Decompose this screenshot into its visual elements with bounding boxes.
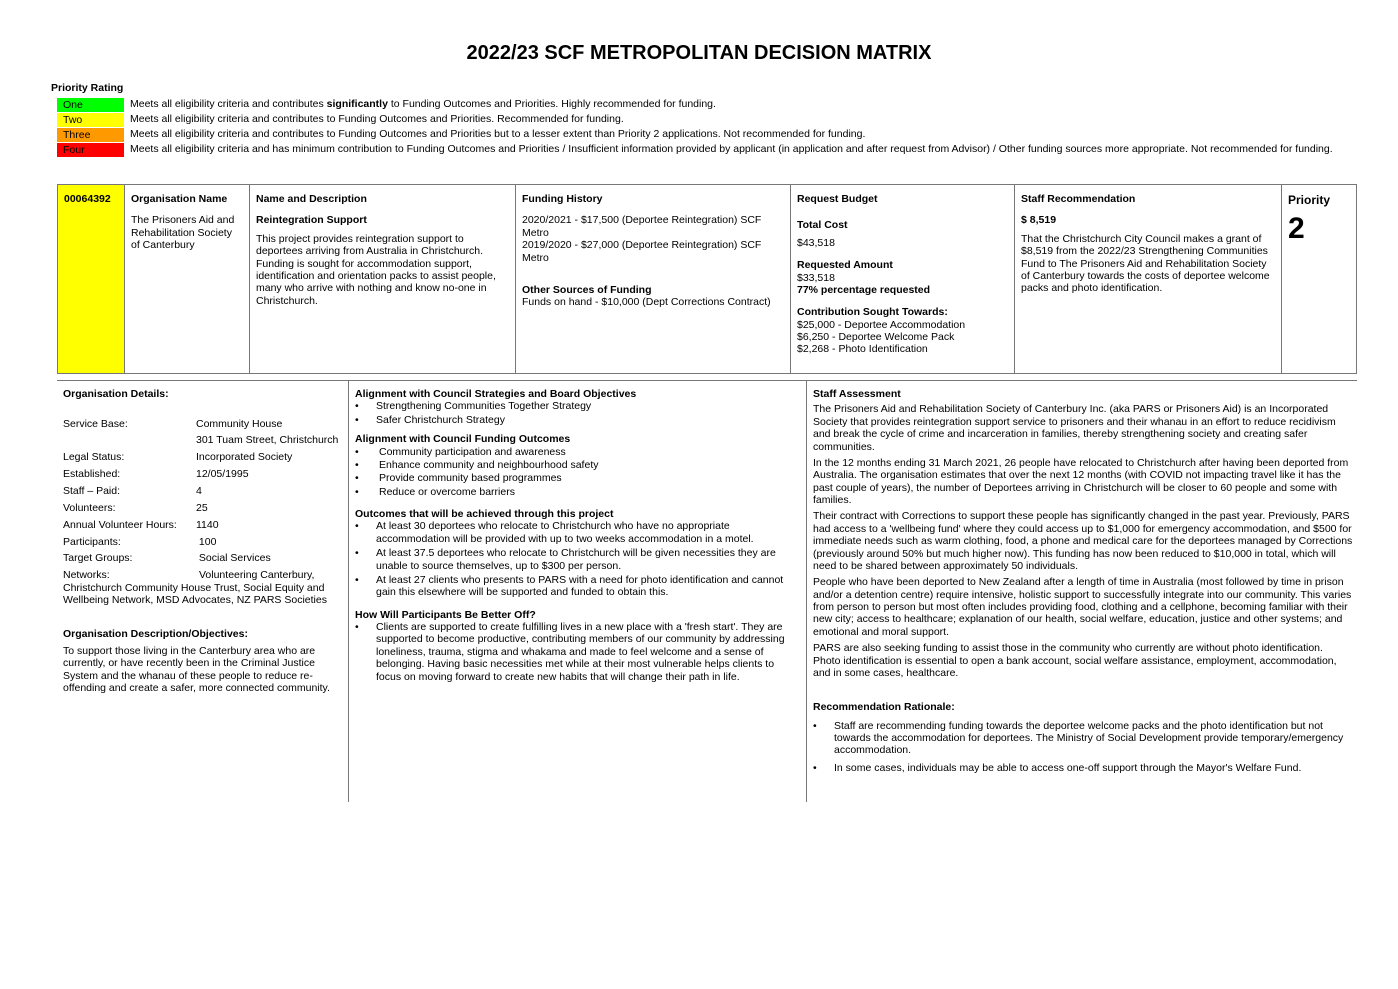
priority-header: Priority <box>1288 193 1331 207</box>
strategies-list <box>355 400 800 426</box>
assessment-paragraph: The Prisoners Aid and Rehabilitation Society of Canterbury Inc. (aka PARS or Prisoners Aid) is an Incorporated Society that provides reintegration support service to prisoners and their whanau in an effort to reduce recidivism and break the cycle of crime and incarceration in families, thereby strengthening society and creating safer communities. <box>813 403 1336 453</box>
project-outcomes-list <box>355 520 800 598</box>
list-item: • Staff are recommending funding towards the deportee welcome packs and the photo identification but not towards the accommodation for deportees. The Ministry of Social Development provide temporary/emergency accommodation. <box>813 720 1353 757</box>
priority-level-four <box>57 142 1333 157</box>
priority-desc-one <box>124 98 716 110</box>
total-cost-label: Total Cost <box>797 219 848 232</box>
organisation-name-cell <box>125 185 250 373</box>
column-divider-right <box>806 381 807 802</box>
project-description-cell <box>250 185 516 373</box>
contribution-item: $6,250 - Deportee Welcome Pack <box>797 331 955 343</box>
detail-row <box>63 485 345 497</box>
priority-level-two <box>57 112 1333 127</box>
priority-desc-two: Meets all eligibility criteria and contributes to Funding Outcomes and Priorities. Recommended for funding. <box>130 113 624 126</box>
detail-value: Incorporated Society <box>196 451 293 464</box>
detail-value: 1140 <box>196 518 219 531</box>
priority-swatch-three: Three <box>57 128 124 142</box>
outcomes-heading: Alignment with Council Funding Outcomes <box>355 433 571 446</box>
project-outcomes-heading: Outcomes that will be achieved through this project <box>355 508 614 520</box>
detail-label: Annual Volunteer Hours: <box>63 518 177 531</box>
detail-label: Volunteers: <box>63 501 116 514</box>
priority-desc-four: Meets all eligibility criteria and has minimum contribution to Funding Outcomes and Priorities / Insufficient information provided by applicant (in application and after request from Advisor) / Other funding sources more appropriate. Not recommended for funding. <box>130 143 1333 156</box>
section-divider <box>57 380 1357 381</box>
funding-history-item: 2020/2021 - $17,500 (Deportee Reintegration) SCF Metro <box>522 214 762 239</box>
list-item: • At least 37.5 deportees who relocate to Christchurch will be given necessities they are unable to source themselves, up to $300 per person. <box>355 547 800 572</box>
networks <box>63 569 345 606</box>
organisation-details-heading: Organisation Details: <box>63 388 169 400</box>
percentage-requested: 77% percentage requested <box>797 283 931 296</box>
list-item: • Clients are supported to create fulfilling lives in a new place with a 'fresh start'. They are supported to become productive, contributing members of our community by addressing loneliness, trauma, stigma and whakama and made to feel welcome and a sense of belonging. Having basic necessities met while at their most vulnerable helps clients to focus on moving forward to create new habits that will change their path in life. <box>355 621 800 683</box>
detail-label: Legal Status: <box>63 451 125 464</box>
priority-desc-one-strong: significantly <box>326 98 388 111</box>
detail-value: Social Services <box>196 552 271 565</box>
total-cost-value: $43,518 <box>797 236 835 249</box>
priority-swatch-one: One <box>57 98 124 112</box>
funding-history-header: Funding History <box>522 193 603 205</box>
list-item: • Provide community based programmes <box>355 472 800 484</box>
detail-label: Target Groups: <box>63 552 133 565</box>
contribution-item: $2,268 - Photo Identification <box>797 343 928 356</box>
list-item: • Safer Christchurch Strategy <box>355 414 800 426</box>
better-off-heading: How Will Participants Be Better Off? <box>355 608 536 621</box>
request-budget-header: Request Budget <box>797 193 878 205</box>
detail-row-service-base <box>63 418 345 446</box>
project-description: This project provides reintegration support to deportees arriving from Australia in Christchurch. Funding is sought for accommodation support, identification and orientation packs to assist people, many who arrive with nothing and know no-one in Christchurch. <box>256 232 496 307</box>
list-item: • Enhance community and neighbourhood safety <box>355 459 800 471</box>
contribution-label: Contribution Sought Towards: <box>797 306 948 319</box>
better-off-list <box>355 621 800 683</box>
list-item: • Community participation and awareness <box>355 446 800 458</box>
staff-assessment-section <box>813 388 1353 775</box>
requested-amount-label: Requested Amount <box>797 259 893 272</box>
rationale-list <box>813 720 1353 775</box>
assessment-paragraph: PARS are also seeking funding to assist those in the community who currently are without photo identification. Photo identification is essential to open a bank account, social welfare assistance, employment, accommodation, and in some cases, healthcare. <box>813 642 1337 679</box>
application-id: 00064392 <box>58 185 125 373</box>
project-name: Reintegration Support <box>256 214 367 227</box>
alignment-section <box>355 388 800 684</box>
funding-history-cell <box>516 185 791 373</box>
organisation-name-header: Organisation Name <box>131 193 228 205</box>
detail-label: Established: <box>63 468 121 480</box>
strategies-heading: Alignment with Council Strategies and Board Objectives <box>355 388 637 400</box>
detail-value: 301 Tuam Street, Christchurch <box>196 433 339 446</box>
networks-label: Networks: <box>63 569 110 582</box>
list-item: • Reduce or overcome barriers <box>355 486 800 498</box>
detail-row <box>63 468 345 480</box>
detail-label: Staff – Paid: <box>63 484 121 497</box>
priority-desc-three: Meets all eligibility criteria and contributes to Funding Outcomes and Priorities but to a lesser extent than Priority 2 applications. Not recommended for funding. <box>130 128 866 141</box>
page-title: 2022/23 SCF METROPOLITAN DECISION MATRIX <box>466 42 932 64</box>
list-item: • Strengthening Communities Together Strategy <box>355 400 800 412</box>
priority-level-one <box>57 97 1333 112</box>
outcomes-list <box>355 446 800 499</box>
priority-desc-one-post: to Funding Outcomes and Priorities. Highly recommended for funding. <box>387 98 716 111</box>
detail-row <box>63 451 345 463</box>
detail-label: Service Base: <box>63 418 128 431</box>
detail-value: Community House <box>196 418 283 431</box>
contribution-item: $25,000 - Deportee Accommodation <box>797 318 966 331</box>
priority-rating-heading: Priority Rating <box>51 82 124 94</box>
objectives-text: To support those living in the Canterbury area who are currently, or have recently been in the Criminal Justice System and the whanau of these people to reduce re-offending and create a safer, more connected community. <box>63 644 330 694</box>
priority-desc-one-pre: Meets all eligibility criteria and contributes <box>130 98 327 111</box>
project-description-header: Name and Description <box>256 193 367 205</box>
list-item: • At least 30 deportees who relocate to Christchurch who have no appropriate accommodation will be provided with up to two weeks accommodation in a motel. <box>355 520 800 545</box>
networks-first: Volunteering Canterbury, <box>199 569 315 582</box>
column-divider-left <box>348 381 349 802</box>
priority-swatch-two: Two <box>57 113 124 127</box>
detail-row <box>63 502 345 514</box>
organisation-name: The Prisoners Aid and Rehabilitation Society of Canterbury <box>131 214 235 252</box>
detail-row <box>63 552 345 564</box>
list-item: • At least 27 clients who presents to PARS with a need for photo identification and cannot gain this elsewhere will be supported and funded to obtain this. <box>355 574 800 599</box>
requested-amount-value: $33,518 <box>797 271 835 284</box>
rationale-heading: Recommendation Rationale: <box>813 701 955 714</box>
priority-cell <box>1282 185 1356 373</box>
staff-recommendation-cell <box>1015 185 1282 373</box>
detail-value: 25 <box>196 501 208 514</box>
detail-value: 4 <box>196 484 202 497</box>
staff-recommendation-text: That the Christchurch City Council makes a grant of $8,519 from the 2022/23 Strengthening Communities Fund to The Prisoners Aid and Rehabilitation Society of Canterbury towards the costs of deportee welcome packs and photo identification. <box>1021 232 1270 295</box>
detail-row <box>63 519 345 531</box>
request-budget-cell <box>791 185 1015 373</box>
organisation-details-section <box>63 388 345 694</box>
other-sources: Funds on hand - $10,000 (Dept Corrections Contract) <box>522 296 771 309</box>
assessment-paragraph: In the 12 months ending 31 March 2021, 26 people have relocated to Christchurch after having been deported from Australia. The organisation estimates that over the next 12 months (with COVID not impacting travel like it has the past couple of years), the number of Deportees arriving in Christchurch will be closer to 60 people and some with families. <box>813 456 1349 506</box>
other-sources-header: Other Sources of Funding <box>522 283 652 296</box>
networks-rest: Christchurch Community House Trust, Social Equity and Wellbeing Network, MSD Advocates, NZ PARS Societies <box>63 581 327 606</box>
assessment-paragraph: Their contract with Corrections to support these people has significantly changed in the past year. Previously, PARS had access to a 'wellbeing fund' where they could access up to $1,000 for emergency accommodation, and $500 for immediate needs such as warm clothing, food, a phone and medical care for the deportees managed by Corrections (previously around 50% but much higher now). This funding has now been reduced to $10,000 in total, which will need to be shared between approximately 50 individuals. <box>813 510 1353 572</box>
assessment-paragraph: People who have been deported to New Zealand after a length of time in Australia (most followed by time in prison and/or a detention centre) require intensive, holistic support to successfully integrate into our community. This varies from person to person but most often includes providing food, clothing and a cellphone, becoming familiar with their new city; access to healthcare; explanation of our health, social welfare, education, justice and other systems; and emotional and moral support. <box>813 576 1352 638</box>
funding-history-item: 2019/2020 - $27,000 (Deportee Reintegration) SCF Metro <box>522 239 762 264</box>
detail-value: 12/05/1995 <box>196 468 249 480</box>
detail-label: Participants: <box>63 535 121 548</box>
application-summary-table <box>57 184 1357 374</box>
staff-recommendation-header: Staff Recommendation <box>1021 193 1136 205</box>
detail-row <box>63 536 345 548</box>
priority-value: 2 <box>1288 212 1305 246</box>
objectives-heading: Organisation Description/Objectives: <box>63 628 248 641</box>
staff-assessment-heading: Staff Assessment <box>813 388 901 400</box>
priority-rating-legend <box>57 97 1333 157</box>
priority-swatch-four: Four <box>57 143 124 157</box>
priority-level-three <box>57 127 1333 142</box>
detail-value: 100 <box>196 535 217 548</box>
staff-recommendation-amount: $ 8,519 <box>1021 214 1057 227</box>
list-item: • In some cases, individuals may be able to access one-off support through the Mayor's Welfare Fund. <box>813 762 1353 774</box>
